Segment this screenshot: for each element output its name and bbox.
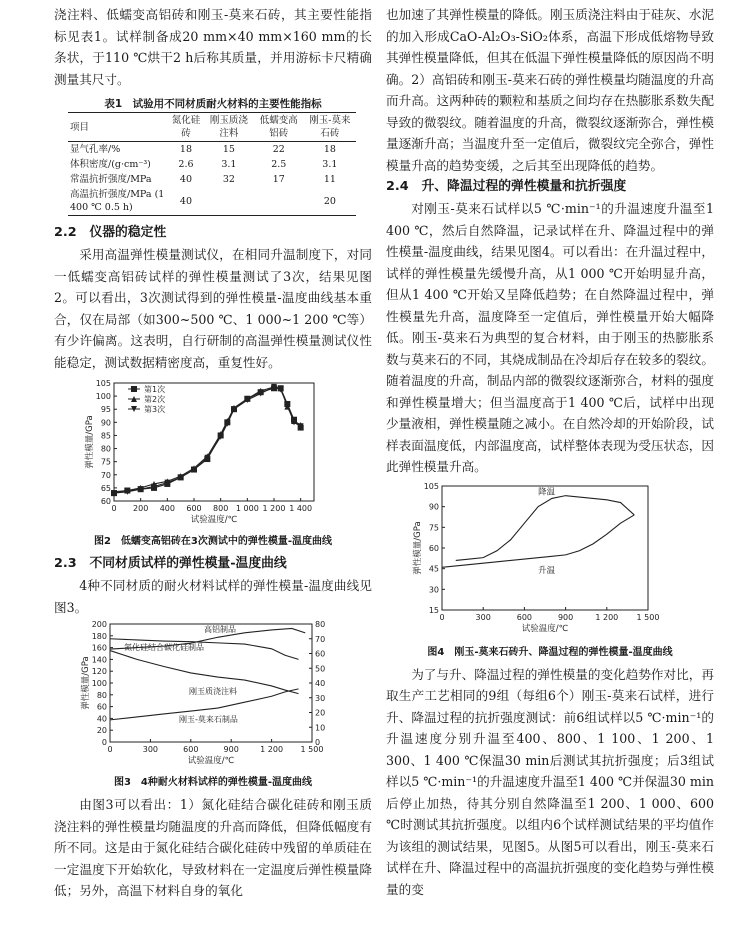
table-row (68, 142, 356, 158)
paragraph-fig3-analysis: 由图3可以看出：1）氮化硅结合碳化硅砖和刚玉质浇注料的弹性模量均随温度的升高而降低，但降低幅度有所不同。这是由于氮化硅结合碳化硅砖中残留的单质硅在一定温度下开始软化，导致材料在一定温度后弹性模量降低；另外，高温下材料自身的氧化 (54, 797, 372, 898)
series-label: 刚玉-莫来石制品 (179, 715, 238, 724)
y2-tick-label: 70 (315, 634, 326, 644)
x-tick-label: 1 400 (289, 504, 313, 513)
x-tick-label: 300 (475, 612, 491, 622)
y-tick-label: 60 (428, 543, 439, 553)
series-label: 氮化硅结合碳化硅制品 (124, 643, 204, 652)
section-2-4-text: 对刚玉-莫来石试样以5 ℃·min⁻¹的升温速度升温至1 400 ℃，然后自然降温，记录试样在升、降温过程中的弹性模量-温度曲线，结果见图4。可以看出：在升温过程中，试样的弹性模量先缓慢升高，从1 000 ℃开始明显升高，但从1 400 ℃开始又呈降低趋势；在自然降温过程中，弹性模量先升高，温度降至一定值后，弹性模量开始大幅降低。刚玉-莫来石为典型的复合材料，由于刚玉的热膨胀系数与莫来石的不同，其烧成制品在冷却后存在较多的裂纹。随着温度的升高，制品内部的微裂纹逐渐弥合，材料的强度和弹性模量增大；但当温度高于1 400 ℃后，试样中出现少量液相，弹性模量随之减小。在自然冷却的开始阶段，试样表面温度低，内部温度高，试样整体表现为受压状态，因此弹性模量升高。 (386, 201, 714, 474)
y2-tick-label: 40 (315, 679, 326, 688)
table-cell: 常温抗折强度/MPa (70, 174, 152, 185)
y-tick-label: 100 (91, 679, 107, 688)
x-axis-label: 试验温度/℃ (521, 623, 569, 634)
y2-tick-label: 10 (315, 723, 326, 733)
table-cell: 2.5 (271, 159, 287, 170)
table-cell: 20 (323, 195, 336, 207)
table-cell: 18 (179, 144, 193, 155)
table-cell: 体积密度/(g·cm⁻³) (70, 159, 151, 170)
x-tick-label: 1 500 (300, 745, 324, 754)
y2-tick-label: 0 (315, 738, 321, 747)
table-cell: 32 (222, 174, 235, 185)
x-tick-label: 0 (107, 745, 113, 754)
y-tick-label: 90 (100, 418, 111, 428)
y-tick-label: 80 (100, 444, 111, 454)
y2-tick-label: 30 (315, 693, 326, 703)
properties-table (68, 112, 356, 216)
table-cell (254, 187, 304, 216)
series-label: 高铝制品 (204, 625, 236, 634)
legend-label: 第3次 (144, 405, 166, 414)
x-tick-label: 1 200 (262, 504, 286, 513)
y-tick-label: 30 (428, 584, 439, 594)
series-line-2 (114, 387, 301, 492)
section-2-3-title: 2.3 不同材质试样的弹性模量-温度曲线 (54, 556, 287, 571)
y-tick-label: 80 (96, 690, 107, 700)
table-header-cell: 氮化硅砖 (171, 115, 201, 139)
y-axis-label: 弹性模量/GPa (413, 520, 423, 575)
x-tick-label: 200 (133, 504, 149, 513)
y2-tick-label: 50 (315, 664, 326, 674)
table-cell: 17 (272, 174, 285, 185)
y2-tick-label: 60 (315, 649, 326, 659)
x-tick-label: 900 (223, 745, 239, 754)
table-cell: 15 (222, 144, 235, 155)
section-2-4-title: 2.4 升、降温过程的弹性模量和抗折强度 (386, 179, 627, 194)
figure4-chart (386, 480, 714, 646)
table-header-cell: 刚玉质浇注料 (209, 115, 248, 139)
y-tick-label: 90 (428, 502, 439, 512)
series-line-1 (114, 388, 301, 493)
series-line-2 (456, 495, 635, 560)
legend-label: 第2次 (144, 395, 166, 404)
table-cell: 22 (272, 144, 285, 155)
x-tick-label: 1 500 (636, 612, 660, 622)
table1-caption: 表1 试验用不同材质耐火材料的主要性能指标 (104, 98, 322, 110)
section-2-2-title: 2.2 仪器的稳定性 (54, 225, 167, 240)
figure3-chart (54, 618, 372, 776)
y2-tick-label: 80 (315, 620, 326, 629)
annotation-heating: 升温 (538, 565, 556, 576)
x-tick-label: 600 (183, 745, 199, 754)
figure4-caption: 图4 刚玉-莫来石砖升、降温过程的弹性模量-温度曲线 (427, 646, 673, 658)
y-tick-label: 45 (428, 564, 439, 574)
y-tick-label: 180 (91, 631, 107, 641)
y-tick-label: 160 (91, 643, 107, 653)
legend-marker (131, 386, 137, 392)
figure2-caption: 图2 低蠕变高铝砖在3次测试中的弹性模量-温度曲线 (93, 536, 333, 547)
table-cell: 40 (179, 174, 193, 185)
y-tick-label: 60 (100, 497, 111, 506)
x-tick-label: 0 (439, 612, 445, 622)
y-axis-label: 弹性模量/GPa (85, 415, 95, 469)
paragraph-continued: 也加速了其弹性模量的降低。刚玉质浇注料由于硅灰、水泥的加入形成CaO-Al₂O₃-SiO₂体系，高温下形成低熔物导致其弹性模量降低，但其在低温下弹性模量降低的原因尚不明确。2）高铝砖和刚玉-莫来石砖的弹性模量均随温度的升高而升高。这两种砖的颗粒和基质之间均存在热膨胀系数失配导致的微裂纹。随着温度的升高，微裂纹逐渐弥合，弹性模量逐渐升高；当温度升至一定值后，微裂纹完全弥合，弹性模量升高的趋势变缓，之后其至出现降低的趋势。 (386, 7, 714, 173)
y-tick-label: 200 (91, 620, 107, 629)
y-axis-label: 弹性模量/GPa (81, 656, 91, 710)
table-cell: 3.1 (221, 159, 237, 170)
table-header-cell: 刚玉-莫来石砖 (309, 115, 351, 139)
table-cell: 2.6 (178, 159, 194, 170)
series-line-3 (114, 387, 301, 493)
left-column (54, 0, 372, 902)
section-2-2-text: 采用高温弹性模量测试仪，在相同升温制度下，对同一低蠕变高铝砖试样的弹性模量测试了3次，结果见图2。可以看出，3次测试得到的弹性模量-温度曲线基本重合，仅在局部（如300~500 ℃、1 000~1 200 ℃等）有少许偏离。这表明，自行研制的高温弹性模量测试仪性能稳定，测试数据精密度高，重复性好。 (54, 247, 372, 370)
x-tick-label: 1 000 (235, 504, 259, 513)
table-cell: 11 (323, 174, 336, 185)
table-cell: 显气孔率/% (70, 144, 121, 155)
y-tick-label: 95 (100, 405, 111, 415)
right-column (386, 0, 714, 900)
y-tick-label: 105 (95, 379, 111, 388)
legend-label: 第1次 (144, 385, 166, 394)
x-tick-label: 1 200 (595, 612, 619, 622)
y-tick-label: 20 (96, 726, 107, 736)
x-tick-label: 400 (159, 504, 175, 513)
table-row (68, 172, 356, 187)
table-header-cell: 项目 (70, 121, 90, 133)
y-tick-label: 65 (100, 483, 111, 493)
section-2-3-text: 4种不同材质的耐火材料试样的弹性模量-温度曲线见图3。 (54, 578, 372, 615)
table-cell: 40 (179, 195, 193, 207)
y-tick-label: 120 (91, 667, 107, 677)
y-tick-label: 75 (100, 457, 111, 467)
y-tick-label: 75 (428, 522, 439, 532)
x-tick-label: 0 (111, 504, 117, 513)
y2-tick-label: 20 (315, 708, 326, 718)
y-tick-label: 105 (423, 481, 439, 491)
x-tick-label: 800 (213, 504, 229, 513)
x-tick-label: 1 200 (260, 745, 284, 754)
table-header-cell: 低蠕变高铝砖 (259, 115, 298, 139)
table-header-row (68, 113, 356, 142)
series-label: 刚玉质浇注料 (189, 687, 237, 696)
table-row (68, 157, 356, 172)
figure3-caption: 图3 4种耐火材料试样的弹性模量-温度曲线 (113, 777, 313, 788)
annotation-cooling: 降温 (538, 486, 556, 497)
x-tick-label: 900 (557, 612, 574, 622)
y-tick-label: 100 (95, 392, 111, 402)
x-axis-label: 试验温度/℃ (190, 515, 238, 525)
paragraph-strength-test: 为了与升、降温过程的弹性模量的变化趋势作对比，再取生产工艺相同的9组（每组6个）刚玉-莫来石试样，进行升、降温过程的抗折强度测试：前6组试样以5 ℃·min⁻¹的升温速度分别升温至400、800、1 100、1 200、1 300、1 400 ℃保温30 min后测试其抗折强度；后3组试样以5 ℃·min⁻¹的升温速度升温至1 400 ℃并保温30 min后停止加热，待其分别自然降温至1 200、1 000、600 ℃时测试其抗折强度。以组内6个试样测试结果的平均值作为该组的测试结果，见图5。从图5可以看出，刚玉-莫来石试样在升、降温过程中的高温抗折强度的变化趋势与弹性模量的变 (386, 666, 714, 897)
table-cell: 高温抗折强度/MPa (1 400 ℃ 0.5 h) (70, 189, 165, 213)
y-tick-label: 0 (101, 738, 107, 747)
plot-frame (442, 486, 648, 610)
table-cell: 18 (323, 144, 336, 155)
table-cell (204, 187, 254, 216)
table-row (68, 187, 356, 216)
y-tick-label: 140 (91, 655, 107, 665)
y-tick-label: 85 (100, 431, 111, 441)
y-tick-label: 70 (100, 470, 111, 480)
y-tick-label: 60 (96, 702, 107, 712)
y-tick-label: 40 (96, 714, 107, 724)
x-tick-label: 600 (186, 504, 202, 513)
y-tick-label: 15 (428, 605, 439, 615)
table-cell: 3.1 (322, 159, 338, 170)
plot-frame (110, 624, 312, 742)
figure2-chart (54, 375, 372, 535)
x-tick-label: 600 (516, 612, 533, 622)
paragraph-intro: 浇注料、低蠕变高铝砖和刚玉-莫来石砖，其主要性能指标见表1。试样制备成20 mm×40 mm×160 mm的长条状，于110 ℃烘干2 h后称其质量，并用游标卡尺精确测量其尺寸。 (54, 7, 372, 87)
x-axis-label: 试验温度/℃ (187, 756, 235, 766)
x-tick-label: 300 (142, 745, 159, 754)
